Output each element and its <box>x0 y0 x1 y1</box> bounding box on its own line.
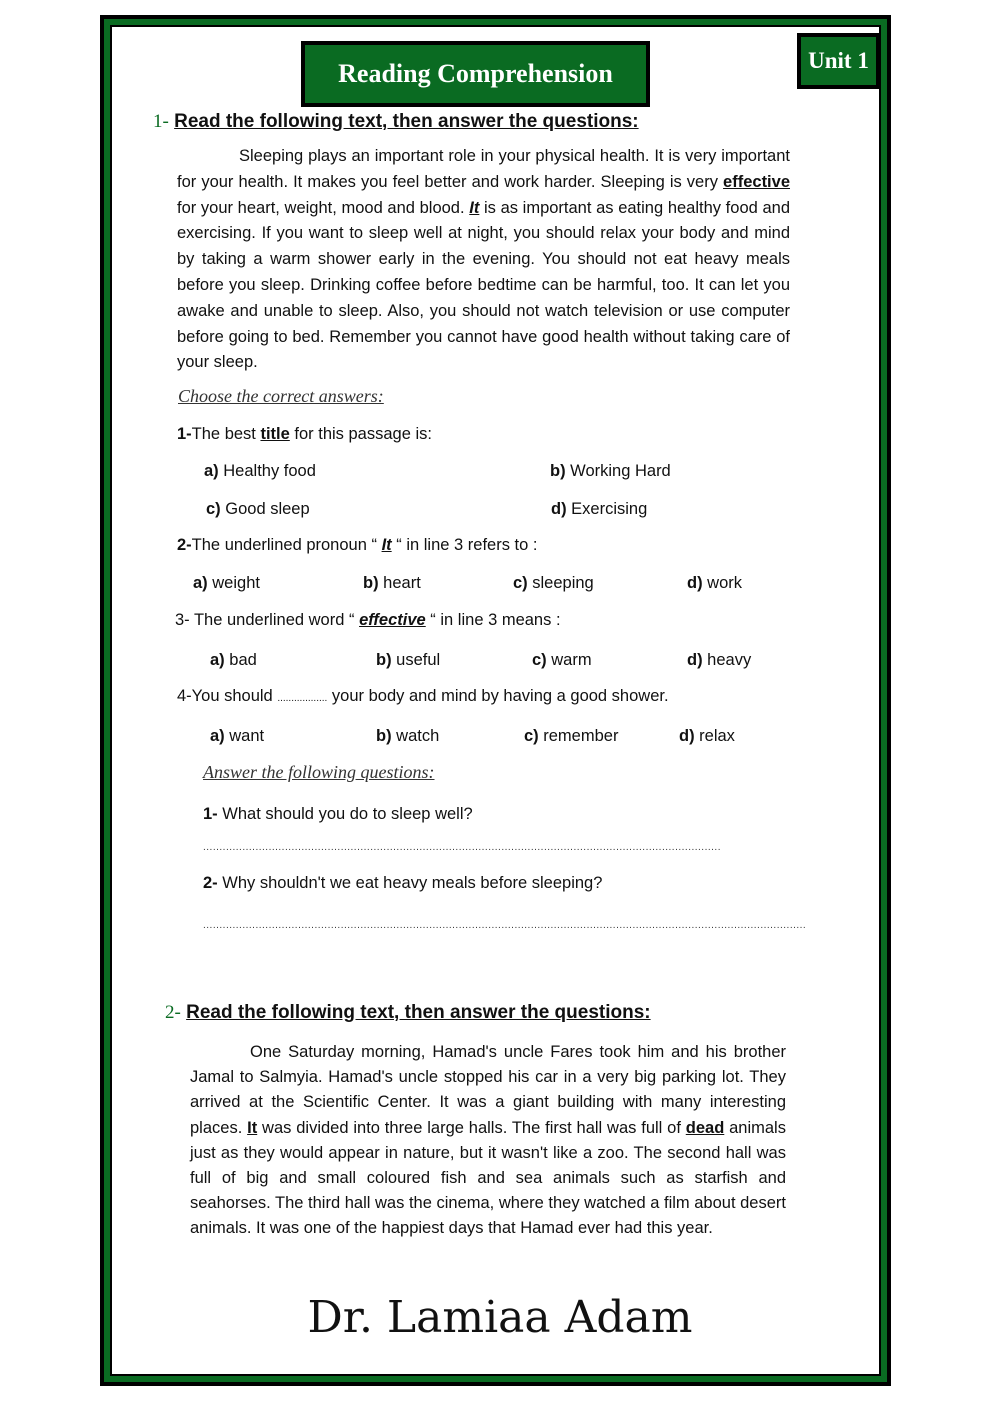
option-letter: b) <box>363 574 379 592</box>
option-letter: a) <box>193 574 208 592</box>
question-text: The best <box>191 425 261 443</box>
question-3 <box>175 611 561 630</box>
option[interactable] <box>687 651 751 670</box>
option-text: sleeping <box>532 574 594 592</box>
option-text: watch <box>396 727 440 745</box>
option[interactable] <box>376 651 440 670</box>
underlined-word: title <box>260 425 290 443</box>
question-2 <box>177 536 537 555</box>
option-letter: d) <box>551 500 567 518</box>
unit-badge-text: Unit 1 <box>808 48 869 73</box>
section-number: 2- <box>165 1002 181 1023</box>
option-letter: b) <box>376 727 392 745</box>
question-number: 1- <box>177 425 192 443</box>
question-text: You should <box>191 687 278 705</box>
option-letter: d) <box>687 574 703 592</box>
option[interactable] <box>532 651 592 670</box>
underlined-word: effective <box>723 172 790 191</box>
option-letter: b) <box>376 651 392 669</box>
option-text: useful <box>396 651 441 669</box>
option[interactable] <box>363 574 421 593</box>
option[interactable] <box>376 727 439 746</box>
option-text: bad <box>229 651 257 669</box>
passage-text: is as important as eating healthy food and exercising. If you want to sleep well at night, you should relax your body and mind by taking a warm shower early in the evening. You should not eat heavy meals before you sleep. Drinking coffee before bedtime can be harmful, too. It can let you awake and unable to sleep. Also, you should not watch television or use computer before going to bed. Remember you cannot have good health without taking care of your sleep. <box>177 198 790 372</box>
question-text: for this passage is: <box>289 425 432 443</box>
watermark: Dr. Lamiaa Adam <box>307 1292 693 1343</box>
answer-blank[interactable]: .................. <box>277 693 328 704</box>
question-1 <box>177 425 432 444</box>
question-number: 4- <box>177 687 192 705</box>
underlined-word: dead <box>685 1118 725 1137</box>
section-heading-text: Read the following text, then answer the questions: <box>174 111 639 132</box>
unit-badge <box>797 33 880 89</box>
question-text: The underlined word “ <box>193 611 360 629</box>
option[interactable] <box>210 651 257 670</box>
option-letter: a) <box>210 651 225 669</box>
option[interactable] <box>204 462 316 481</box>
option-letter: c) <box>206 500 221 518</box>
answer-heading: Answer the following questions: <box>203 762 435 782</box>
section2-heading <box>165 1002 651 1024</box>
section1-heading <box>153 111 639 133</box>
option-text: Healthy food <box>223 462 316 480</box>
option-letter: c) <box>532 651 547 669</box>
option-letter: b) <box>550 462 566 480</box>
option-text: Working Hard <box>570 462 671 480</box>
option-text: weight <box>212 574 260 592</box>
option-text: work <box>707 574 743 592</box>
option-text: Good sleep <box>225 500 310 518</box>
option[interactable] <box>206 500 310 519</box>
underlined-word: It <box>469 198 480 217</box>
option[interactable] <box>550 462 671 481</box>
underlined-word: effective <box>359 611 426 629</box>
option-text: want <box>229 727 265 745</box>
open-question-2 <box>203 874 602 893</box>
option[interactable] <box>210 727 264 746</box>
passage-text: was divided into three large halls. The first hall was full of <box>257 1118 686 1137</box>
option[interactable] <box>513 574 594 593</box>
option-text: Exercising <box>571 500 648 518</box>
section-number: 1- <box>153 111 169 132</box>
section1-passage <box>177 144 790 376</box>
passage-text: for your heart, weight, mood and blood. <box>177 198 470 217</box>
option-text: remember <box>543 727 619 745</box>
option[interactable] <box>551 500 647 519</box>
option-text: relax <box>699 727 735 745</box>
option-letter: c) <box>513 574 528 592</box>
option[interactable] <box>679 727 735 746</box>
underlined-word: It <box>247 1118 258 1137</box>
question-text: “ in line 3 means : <box>425 611 561 629</box>
question-text: your body and mind by having a good shower. <box>327 687 669 705</box>
passage-text: Sleeping plays an important role in your physical health. It is very important for your health. It makes you feel better and work harder. Sleeping is very <box>177 147 790 191</box>
option-letter: a) <box>204 462 219 480</box>
page-title <box>301 41 650 107</box>
question-number: 2- <box>203 874 218 892</box>
question-text: “ in line 3 refers to : <box>391 536 538 554</box>
option-letter: a) <box>210 727 225 745</box>
option-letter: d) <box>687 651 703 669</box>
page-title-text: Reading Comprehension <box>338 59 613 88</box>
question-4 <box>177 687 669 706</box>
section2-passage <box>190 1040 786 1242</box>
question-number: 3- <box>175 611 190 629</box>
answer-line-1[interactable]: .............................................................................................................................................................. <box>203 842 721 853</box>
option[interactable] <box>524 727 618 746</box>
question-number: 1- <box>203 805 218 823</box>
option-text: heavy <box>707 651 752 669</box>
option-letter: d) <box>679 727 695 745</box>
option-letter: c) <box>524 727 539 745</box>
option[interactable] <box>687 574 742 593</box>
question-number: 2- <box>177 536 192 554</box>
option-text: heart <box>383 574 421 592</box>
question-text: Why shouldn't we eat heavy meals before sleeping? <box>222 874 603 892</box>
question-text: The underlined pronoun “ <box>191 536 382 554</box>
answer-line-2[interactable]: ........................................................................................................................................................................................ <box>203 920 807 931</box>
option[interactable] <box>193 574 260 593</box>
section-heading-text: Read the following text, then answer the questions: <box>186 1002 651 1023</box>
option-text: warm <box>551 651 592 669</box>
underlined-word: It <box>381 536 392 554</box>
passage-text: One Saturday morning, Hamad's uncle Fares took him and his brother Jamal to Salmyia. Hamad's uncle stopped his car in a very big parking lot. They arrived at the Scientific Center. It was a giant building with many interesting places. <box>190 1043 786 1137</box>
open-question-1 <box>203 805 473 824</box>
choose-heading: Choose the correct answers: <box>178 386 384 406</box>
question-text: What should you do to sleep well? <box>222 805 473 823</box>
passage-text: animals just as they would appear in nature, but it wasn't like a zoo. The second hall was full of big and small coloured fish and sea animals such as starfish and seahorses. The third hall was the cinema, where they watched a film about desert animals. It was one of the happiest days that Hamad ever had this year. <box>190 1118 786 1238</box>
